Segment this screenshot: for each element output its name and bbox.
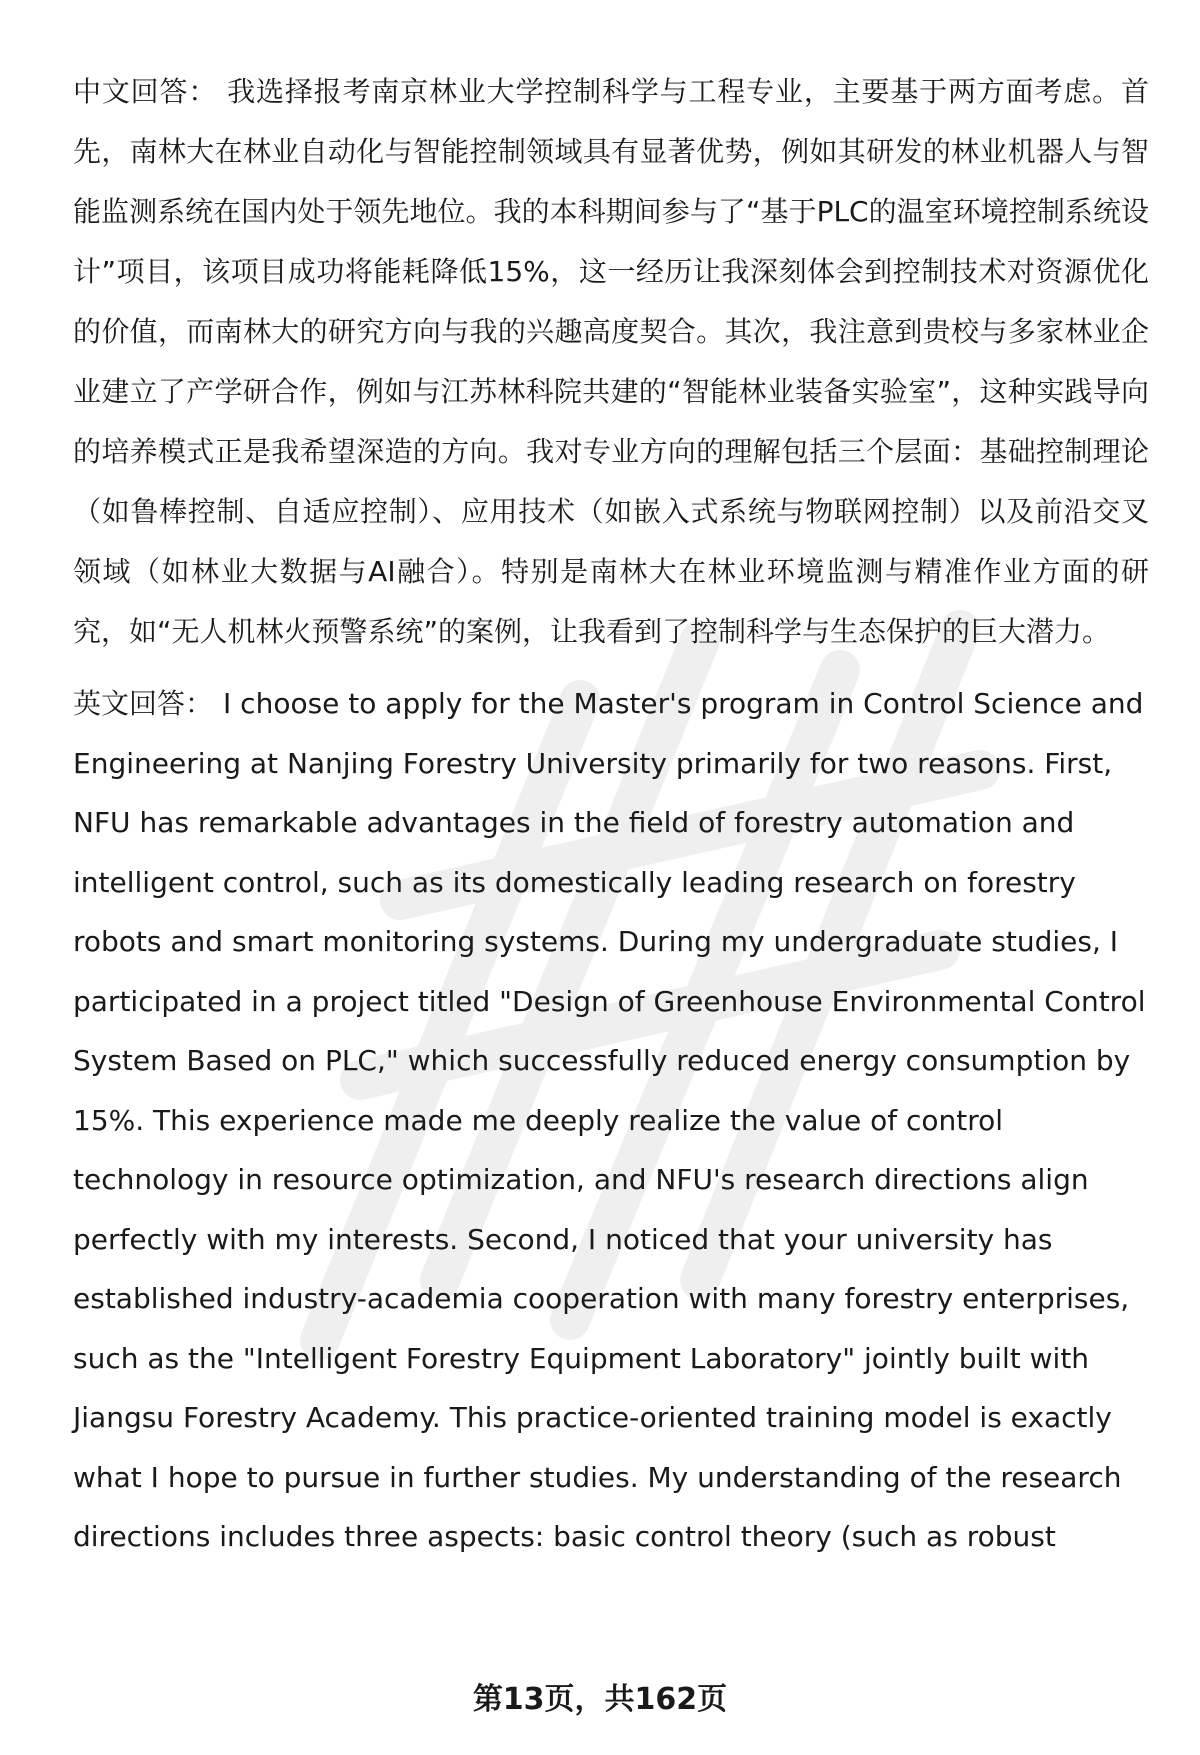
chinese-answer-text: 我选择报考南京林业大学控制科学与工程专业，主要基于两方面考虑。首先，南林大在林业自动化与智能控制领域具有显著优势，例如其研发的林业机器人与智能监测系统在国内处于领先地位。我的本科期间参与了“基于PLC的温室环境控制系统设计”项目，该项目成功将能耗降低15%，这一经历让我深刻体会到控制技术对资源优化的价值，而南林大的研究方向与我的兴趣高度契合。其次，我注意到贵校与多家林业企业建立了产学研合作，例如与江苏林科院共建的“智能林业装备实验室”，这种实践导向的培养模式正是我希望深造的方向。我对专业方向的理解包括三个层面：基础控制理论（如鲁棒控制、自适应控制）、应用技术（如嵌入式系统与物联网控制）以及前沿交叉领域（如林业大数据与AI融合）。特别是南林大在林业环境监测与精准作业方面的研究，如“无人机林火预警系统”的案例，让我看到了控制科学与生态保护的巨大潜力。 xyxy=(73,75,1149,648)
english-answer-text: I choose to apply for the Master's program in Control Science and Engineering at Nanjing Forestry University primarily for two reasons. First, NFU has remarkable advantages in the field of forestry automation and intelligent control, such as its domestically leading research on forestry robots and smart monitoring systems. During my undergraduate studies, I participated in a project titled "Design of Greenhouse Environmental Control System Based on PLC," which successfully reduced energy consumption by 15%. This experience made me deeply realize the value of control technology in resource optimization, and NFU's research directions align perfectly with my interests. Second, I noticed that your university has established industry-academia cooperation with many forestry enterprises, such as the "Intelligent Forestry Equipment Laboratory" jointly built with Jiangsu Forestry Academy. This practice-oriented training model is exactly what I hope to pursue in further studies. My understanding of the research directions includes three aspects: basic control theory (such as robust xyxy=(73,687,1146,1553)
english-answer-label: 英文回答： xyxy=(73,687,214,720)
english-answer-paragraph xyxy=(73,674,1149,1567)
answer-content xyxy=(73,62,1149,1567)
page-number: 第13页，共162页 xyxy=(472,1682,728,1717)
chinese-answer-label: 中文回答： xyxy=(73,75,218,108)
chinese-answer-paragraph xyxy=(73,62,1149,662)
